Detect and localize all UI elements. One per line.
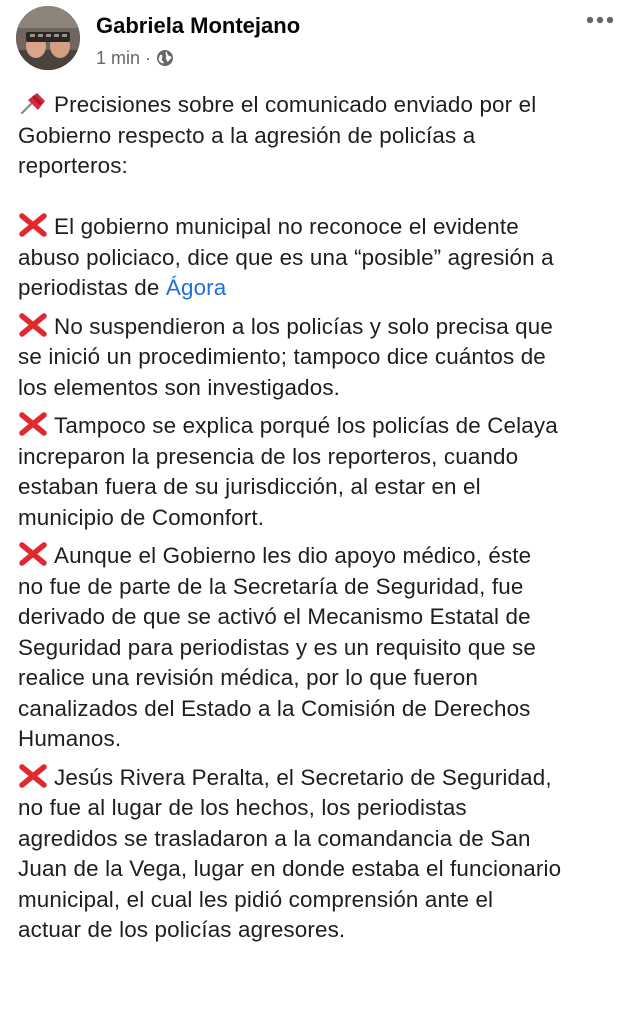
list-item: No suspendieron a los policías y solo precisa que se inició un procedimiento; tampoco dice cuántos de los elementos son investigados. xyxy=(18,313,553,400)
intro-paragraph xyxy=(18,90,624,182)
cross-mark-icon xyxy=(18,412,48,436)
avatar-image xyxy=(16,6,80,70)
post-text xyxy=(18,90,624,954)
intro-line-2: Gobierno respecto a la agresión de policías a xyxy=(18,122,476,148)
meta-separator: · xyxy=(145,47,152,68)
cross-mark-icon xyxy=(18,213,48,237)
post-time[interactable]: 1 min xyxy=(96,47,141,68)
globe-icon[interactable] xyxy=(156,49,174,67)
more-options-icon xyxy=(585,15,615,25)
cross-mark-icon xyxy=(18,542,48,566)
avatar[interactable] xyxy=(16,6,80,70)
author-name[interactable]: Gabriela Montejano xyxy=(96,13,301,38)
cross-mark-icon xyxy=(18,764,48,788)
list-item: Tampoco se explica porqué los policías de Celaya increparon la presencia de los reporteros, cuando estaban fuera de su jurisdicción, al estar en el municipio de Comonfort. xyxy=(18,413,558,530)
post-meta xyxy=(96,46,174,70)
pushpin-icon xyxy=(18,91,48,115)
list-item: Aunque el Gobierno les dio apoyo médico, éste no fue de parte de la Secretaría de Seguridad, fue derivado de que se activó el Mecanismo Estatal de Seguridad para periodistas y es un requisito que se realice una revisión médica, por lo que fueron canalizados del Estado a la Comisión de Derechos Humanos. xyxy=(18,543,536,751)
agora-link[interactable]: Ágora xyxy=(165,275,227,300)
intro-line-1: Precisiones sobre el comunicado enviado por el xyxy=(18,90,624,121)
post-header xyxy=(0,0,634,80)
cross-mark-icon xyxy=(18,313,48,337)
more-options-button[interactable] xyxy=(582,8,618,32)
list-item: Jesús Rivera Peralta, el Secretario de Seguridad, no fue al lugar de los hechos, los periodistas agredidos se trasladaron a la comandancia de San Juan de la Vega, lugar en donde estaba el funcionario municipal, el cual les pidió comprensión ante el actuar de los policías agresores. xyxy=(18,764,562,942)
intro-line-3: reporteros: xyxy=(18,153,128,178)
list-item: El gobierno municipal no reconoce el evidente abuso policiaco, dice que es una “posible” agresión a periodistas de Ágora xyxy=(18,214,554,300)
